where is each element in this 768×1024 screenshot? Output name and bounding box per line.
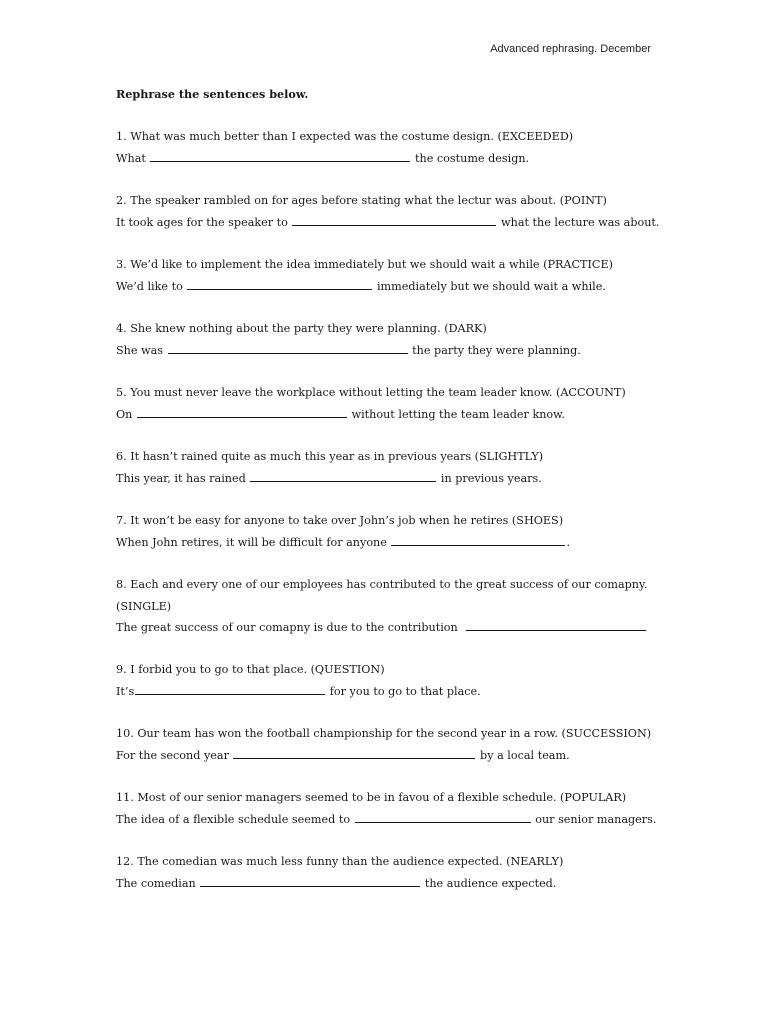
exercise-answer-line [116, 340, 676, 362]
exercise-4 [116, 318, 676, 361]
exercise-answer-line [116, 276, 676, 298]
answer-suffix: the costume design. [415, 151, 530, 165]
exercise-prompt: 11. Most of our senior managers seemed to be in favou of a flexible schedule. (POPULAR) [116, 791, 627, 804]
exercise-prompt: 8. Each and every one of our employees has contributed to the great success of our comapny. [116, 578, 648, 591]
answer-blank[interactable] [168, 341, 408, 354]
answer-blank[interactable] [137, 405, 347, 418]
exercise-6 [116, 446, 676, 489]
answer-suffix: what the lecture was about. [501, 215, 660, 229]
answer-suffix: our senior managers. [535, 812, 657, 826]
answer-blank[interactable] [292, 213, 496, 226]
exercise-answer-line [116, 617, 676, 639]
exercise-10 [116, 723, 676, 766]
answer-suffix: without letting the team leader know. [351, 407, 565, 421]
exercise-prompt: 12. The comedian was much less funny than the audience expected. (NEARLY) [116, 855, 564, 868]
answer-prefix: It took ages for the speaker to [116, 215, 288, 229]
header-note: Advanced rephrasing. December [490, 43, 651, 55]
exercise-answer-line [116, 404, 676, 426]
exercise-answer-line [116, 745, 676, 767]
exercise-answer-line [116, 532, 676, 554]
instructions-heading: Rephrase the sentences below. [116, 87, 309, 101]
exercise-prompt-continued: (SINGLE) [116, 599, 172, 613]
answer-prefix: She was [116, 343, 164, 357]
exercise-11 [116, 787, 676, 830]
answer-suffix: the audience expected. [424, 876, 557, 890]
answer-blank[interactable] [187, 277, 372, 290]
answer-prefix: The comedian [116, 876, 196, 890]
answer-suffix: immediately but we should wait a while. [376, 279, 606, 293]
answer-blank[interactable] [250, 469, 436, 482]
answer-blank[interactable] [466, 618, 646, 631]
exercise-answer-line [116, 873, 676, 895]
exercise-answer-line [116, 809, 676, 831]
answer-prefix: We’d like to [116, 279, 183, 293]
answer-prefix: The idea of a flexible schedule seemed to [116, 812, 351, 826]
answer-suffix: the party they were planning. [412, 343, 581, 357]
answer-blank[interactable] [233, 746, 475, 759]
answer-blank[interactable] [150, 149, 410, 162]
exercise-12 [116, 851, 676, 894]
answer-prefix: When John retires, it will be difficult for anyone [116, 535, 387, 549]
exercise-answer-line [116, 681, 676, 703]
exercise-prompt: 4. She knew nothing about the party they were planning. (DARK) [116, 322, 487, 335]
exercise-answer-line [116, 468, 676, 490]
exercise-5 [116, 382, 676, 425]
answer-prefix: It’s [116, 684, 135, 698]
answer-suffix: by a local team. [480, 748, 570, 762]
answer-blank[interactable] [200, 874, 420, 887]
exercise-answer-line [116, 212, 676, 234]
answer-suffix: for you to go to that place. [329, 684, 481, 698]
exercise-prompt: 7. It won’t be easy for anyone to take over John’s job when he retires (SHOES) [116, 514, 564, 527]
answer-prefix: For the second year [116, 748, 229, 762]
answer-prefix: What [116, 151, 146, 165]
exercise-3 [116, 254, 676, 297]
exercise-prompt: 9. I forbid you to go to that place. (QUESTION) [116, 663, 385, 676]
answer-prefix: On [116, 407, 133, 421]
answer-suffix: . [566, 535, 571, 549]
exercise-1 [116, 126, 676, 169]
exercise-prompt: 6. It hasn’t rained quite as much this year as in previous years (SLIGHTLY) [116, 450, 544, 463]
exercise-prompt: 10. Our team has won the football championship for the second year in a row. (SUCCESSION) [116, 727, 652, 740]
answer-prefix: The great success of our comapny is due to the contribution [116, 621, 458, 634]
answer-suffix: in previous years. [440, 471, 542, 485]
exercise-prompt: 2. The speaker rambled on for ages before stating what the lectur was about. (POINT) [116, 194, 607, 207]
answer-blank[interactable] [135, 682, 325, 695]
exercise-prompt: 3. We’d like to implement the idea immediately but we should wait a while (PRACTICE) [116, 258, 614, 271]
answer-blank[interactable] [391, 533, 565, 546]
exercise-answer-line [116, 148, 676, 170]
exercise-9 [116, 659, 676, 702]
exercise-prompt: 1. What was much better than I expected was the costume design. (EXCEEDED) [116, 130, 574, 143]
exercise-prompt: 5. You must never leave the workplace without letting the team leader know. (ACCOUNT) [116, 386, 626, 399]
exercise-2 [116, 190, 676, 233]
answer-prefix: This year, it has rained [116, 471, 246, 485]
answer-blank[interactable] [355, 810, 531, 823]
exercise-8 [116, 574, 676, 639]
exercise-7 [116, 510, 676, 553]
